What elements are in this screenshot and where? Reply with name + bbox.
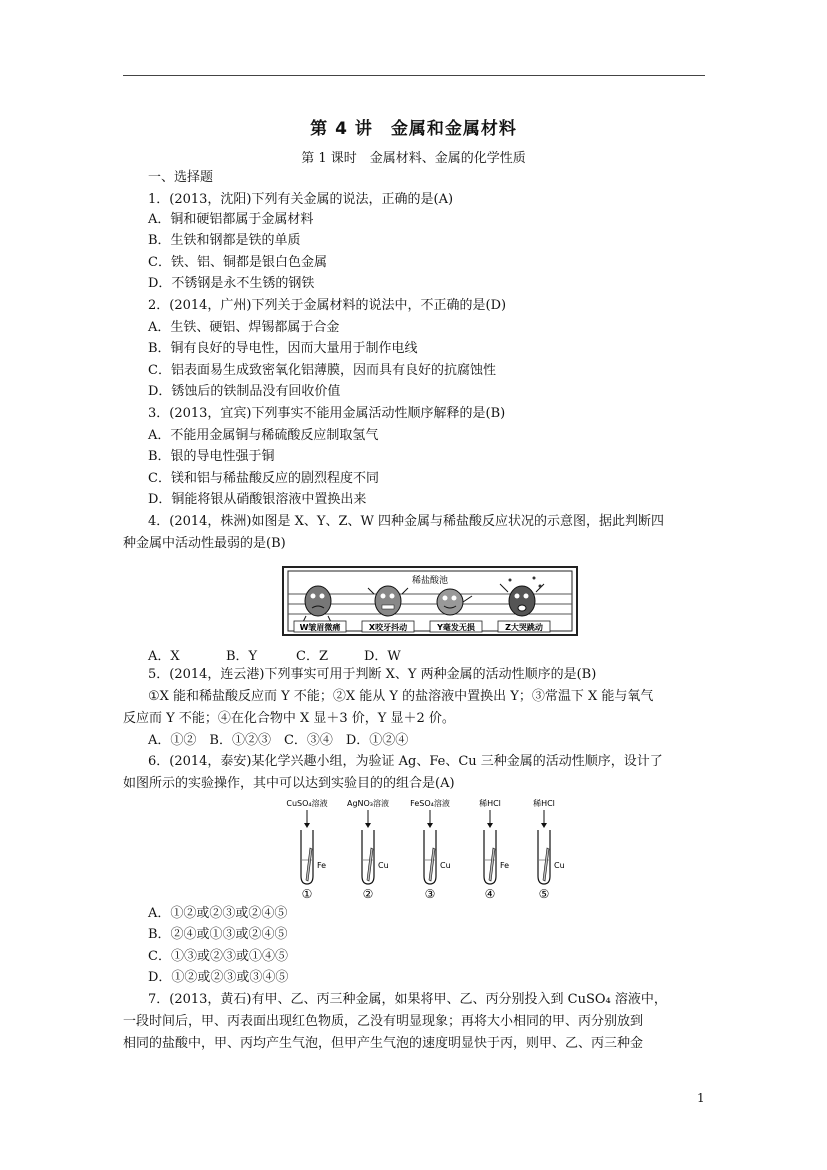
q4-option-d: D．W (364, 649, 401, 664)
q5-line2: 反应而 Y 不能；④在化合物中 X 显＋3 价，Y 显＋2 价。 (123, 711, 455, 726)
page-number: 1 (697, 1091, 705, 1105)
test-tube-5 (533, 798, 565, 901)
q5-options: A．①② B．①②③ C．③④ D．①②④ (148, 733, 409, 748)
test-tube-4 (479, 798, 509, 901)
caption-z: Z大哭跳动 (505, 623, 543, 632)
q1-option-d: D．不锈钢是永不生锈的钢铁 (148, 276, 315, 291)
test-tube-3 (410, 798, 450, 901)
q4-option-c: C．Z (296, 649, 328, 664)
q3-stem: 3．(2013，宜宾)下列事实不能用金属活动性顺序解释的是(B) (148, 406, 506, 421)
q7-line3: 相同的盐酸中，甲、丙均产生气泡，但甲产生气泡的速度明显快于丙，则甲、乙、丙三种金 (123, 1036, 644, 1051)
arrow-head (427, 823, 433, 828)
q2-option-a: A．生铁、硬铝、焊锡都属于合金 (148, 320, 340, 335)
tube-number: ① (301, 887, 313, 901)
q3-option-c: C．镁和铝与稀盐酸反应的剧烈程度不同 (148, 471, 379, 486)
reagent-label: 稀HCl (533, 799, 555, 808)
q5-line1: ①X 能和稀盐酸反应而 Y 不能；②X 能从 Y 的盐溶液中置换出 Y；③常温下 X 能与氧气 (148, 689, 654, 704)
q3-option-d: D．铜能将银从硝酸银溶液中置换出来 (148, 492, 367, 507)
q2-option-d: D．锈蚀后的铁制品没有回收价值 (148, 384, 341, 399)
q7-line2: 一段时间后，甲、丙表面出现红色物质，乙没有明显现象；再将大小相同的甲、丙分别放到 (123, 1014, 644, 1029)
q1-option-c: C．铁、铝、铜都是银白色金属 (148, 255, 327, 270)
q3-option-a: A．不能用金属铜与稀硫酸反应制取氢气 (148, 428, 379, 443)
section-heading: 一、选择题 (148, 170, 214, 185)
q4-options (148, 645, 401, 664)
q2-option-b: B．铜有良好的导电性，因而大量用于制作电线 (148, 341, 418, 356)
tube-number: ⑤ (538, 887, 550, 901)
q6-option-c: C．①③或②③或①④⑤ (148, 949, 288, 964)
q1-option-b: B．生铁和钢都是铁的单质 (148, 233, 301, 248)
q6-stem-line1: 6．(2014，泰安)某化学兴趣小组，为验证 Ag、Fe、Cu 三种金属的活动性顺序，设计了 (148, 754, 663, 769)
q3-option-b: B．银的导电性强于铜 (148, 449, 275, 464)
q7-line1: 7．(2013，黄石)有甲、乙、丙三种金属，如果将甲、乙、丙分别投入到 CuSO₄ 溶液中， (148, 992, 667, 1007)
q6-stem-line2: 如图所示的实验操作，其中可以达到实验目的的组合是(A) (123, 776, 455, 791)
tube-number: ③ (424, 887, 436, 901)
q4-stem-line2: 种金属中活动性最弱的是(B) (123, 536, 286, 551)
reagent-label: 稀HCl (479, 799, 501, 808)
caption-w: W皱眉微痛 (299, 623, 341, 632)
header-rule (123, 75, 705, 76)
arrow-head (487, 823, 493, 828)
caption-y: Y毫发无损 (437, 623, 475, 632)
metal-label: Cu (378, 861, 389, 870)
test-tube-experiment-figure (282, 796, 574, 902)
arrow-head (541, 823, 547, 828)
reagent-label: AgNO₃溶液 (346, 799, 390, 808)
metal-label: Cu (554, 861, 565, 870)
test-tube-1 (286, 798, 327, 901)
tube-number: ② (362, 887, 374, 901)
q6-option-d: D．①②或②③或③④⑤ (148, 970, 289, 985)
caption-x: X咬牙抖动 (368, 623, 408, 632)
reagent-label: FeSO₄溶液 (410, 799, 450, 808)
metal-label: Fe (317, 861, 327, 870)
tube-number: ④ (484, 887, 496, 901)
metal-label: Cu (440, 861, 451, 870)
q4-option-a: A．X (148, 649, 180, 664)
q6-option-b: B．②④或①③或②④⑤ (148, 927, 288, 942)
q2-stem: 2．(2014，广州)下列关于金属材料的说法中，不正确的是(D) (148, 298, 507, 313)
arrow-head (365, 823, 371, 828)
q1-stem: 1．(2013，沈阳)下列有关金属的说法，正确的是(A) (148, 192, 454, 207)
q2-option-c: C．铝表面易生成致密氧化铝薄膜，因而具有良好的抗腐蚀性 (148, 363, 496, 378)
q4-stem-line1: 4．(2014，株洲)如图是 X、Y、Z、W 四种金属与稀盐酸反应状况的示意图，据此判断四 (148, 514, 664, 529)
q1-option-a: A．铜和硬铝都属于金属材料 (148, 212, 314, 227)
q6-option-a: A．①②或②③或②④⑤ (148, 906, 288, 921)
test-tube-2 (347, 798, 389, 901)
pool-label: 稀盐酸池 (411, 576, 449, 586)
page-title: 第 4 讲 金属和金属材料 (310, 119, 517, 139)
metal-label: Fe (500, 861, 510, 870)
arrow-head (304, 823, 310, 828)
hydrochloric-acid-pool-figure (282, 566, 578, 636)
page-subtitle: 第 1 课时 金属材料、金属的化学性质 (301, 151, 526, 166)
q5-stem: 5．(2014，连云港)下列事实可用于判断 X、Y 两种金属的活动性顺序的是(B) (148, 667, 597, 682)
q4-option-b: B．Y (226, 649, 258, 664)
reagent-label: CuSO₄溶液 (286, 799, 328, 808)
